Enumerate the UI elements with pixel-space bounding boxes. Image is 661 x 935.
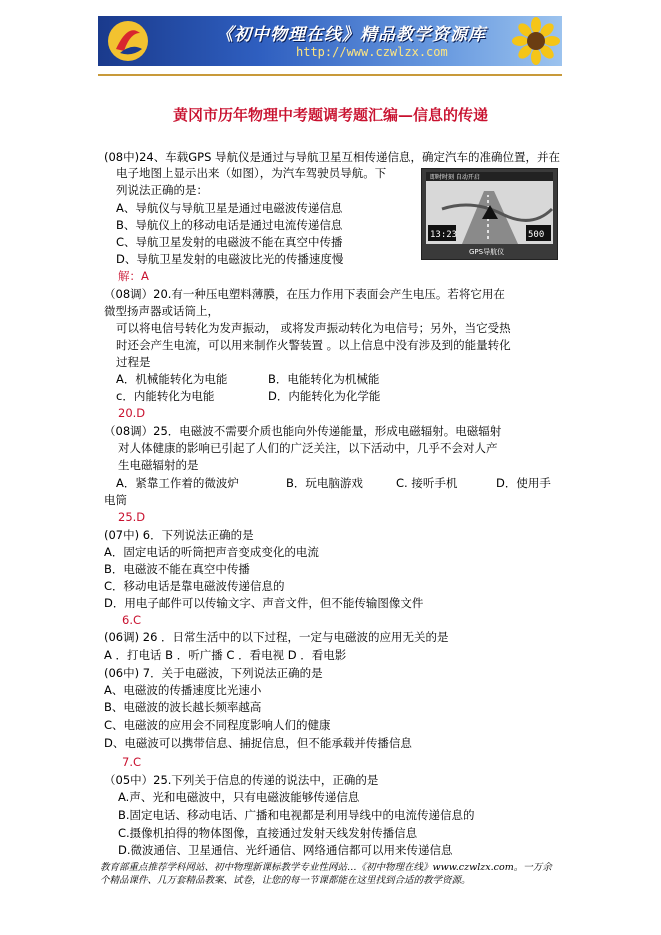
page-footer xyxy=(100,861,570,887)
q7-stem: （05中）25.下列关于信息的传递的说法中，正确的是 xyxy=(104,773,379,787)
q4-stem: (07中) 6．下列说法正确的是 xyxy=(104,528,254,542)
q3-option-d-wrap: 电筒 xyxy=(104,493,127,507)
footer-line-1: 教育部重点推荐学科网站、初中物理新课标教学专业性网站…《初中物理在线》www.czwlzx.com。一万余 xyxy=(100,862,552,873)
q5-stem: (06调) 26 ．日常生活中的以下过程，一定与电磁波的应用无关的是 xyxy=(104,630,449,644)
banner-url[interactable]: http://www.czwlzx.com xyxy=(296,45,448,59)
q6-answer: 7.C xyxy=(122,755,142,769)
q1-option-b: B、导航仪上的移动电话是通过电流传递信息 xyxy=(116,218,343,232)
footer-line-2: 个精品课件、几万套精品教案、试卷，让您的每一节课都能在这里找到合适的教学资源。 xyxy=(100,875,471,886)
q1-option-a: A、导航仪与导航卫星是通过电磁波传递信息 xyxy=(116,201,343,215)
document-title: 黄冈市历年物理中考题调考题汇编—信息的传递 xyxy=(172,106,488,124)
q1-line-1: (08中)24、车载GPS 导航仪是通过与导航卫星互相传递信息，确定汽车的准确位置，并在 xyxy=(104,150,561,164)
q7-option-b: B.固定电话、移动电话、广播和电视都是利用导线中的电流传递信息的 xyxy=(118,808,475,822)
gps-caption: GPS导航仪 xyxy=(469,248,505,256)
q2-option-c: c．内能转化为电能 xyxy=(116,389,215,403)
q7-option-c: C.摄像机拍得的物体图像，直接通过发射天线发射传播信息 xyxy=(118,826,418,840)
sunflower-icon xyxy=(512,17,560,65)
q2-line-3: 可以将电信号转化为发声振动， 或将发声振动转化为电信号；另外，当它受热 xyxy=(116,321,511,335)
q6-option-d: D、电磁波可以携带信息、捕捉信息，但不能承载并传播信息 xyxy=(104,736,412,750)
gps-distance-readout: 500 xyxy=(528,230,545,240)
q6-option-a: A、电磁波的传播速度比光速小 xyxy=(104,683,262,697)
q1-line-2: 电子地图上显示出来（如图），为汽车驾驶员导航。下 xyxy=(116,166,387,180)
q1-line-3: 列说法正确的是： xyxy=(116,183,208,197)
q2-line-2: 微型扬声器或话筒上， xyxy=(104,304,219,318)
q2-option-d: D．内能转化为化学能 xyxy=(268,389,381,403)
q6-option-b: B、电磁波的波长越长频率越高 xyxy=(104,700,262,714)
q3-line-3: 生电磁辐射的是 xyxy=(118,458,199,472)
q4-option-c: C．移动电话是靠电磁波传递信息的 xyxy=(104,579,285,593)
gps-top-label: 即时时刻 自动开启 xyxy=(430,174,480,181)
q4-answer: 6.C xyxy=(122,613,142,627)
q2-line-4: 时还会产生电流，可以用来制作火警装置 。以上信息中没有涉及到的能量转化 xyxy=(116,338,511,352)
q4-option-a: A．固定电话的听筒把声音变成变化的电流 xyxy=(104,545,319,559)
q2-line-5: 过程是 xyxy=(116,355,151,369)
q5-options: A ．打电话 B ．听广播 C ．看电视 D ．看电影 xyxy=(104,648,347,662)
q6-option-c: C、电磁波的应用会不同程度影响人们的健康 xyxy=(104,718,331,732)
q1-answer: 解：A xyxy=(118,269,149,283)
q2-answer: 20.D xyxy=(118,406,146,420)
q6-stem: (06中) 7．关于电磁波，下列说法正确的是 xyxy=(104,666,323,680)
q3-line-2: 对人体健康的影响已引起了人们的广泛关注，以下活动中，几乎不会对人产 xyxy=(118,441,498,455)
q3-option-b: B．玩电脑游戏 xyxy=(286,476,363,490)
q1-option-d: D、导航卫星发射的电磁波比光的传播速度慢 xyxy=(116,252,344,266)
gps-navigator-figure xyxy=(421,168,558,260)
q7-option-d: D.微波通信、卫星通信、光纤通信、网络通信都可以用来传递信息 xyxy=(118,843,453,857)
q1-option-c: C、导航卫星发射的电磁波不能在真空中传播 xyxy=(116,235,343,249)
q4-option-b: B．电磁波不能在真空中传播 xyxy=(104,562,250,576)
q3-option-a: A．紧靠工作着的微波炉 xyxy=(116,476,239,490)
site-banner xyxy=(98,16,562,66)
banner-title: 《初中物理在线》精品教学资源库 xyxy=(216,25,486,45)
q3-line-1: （08调）25．电磁波不需要介质也能向外传递能量，形成电磁辐射。电磁辐射 xyxy=(104,424,502,438)
gps-time-readout: 13:23 xyxy=(430,230,458,240)
q2-option-a: A．机械能转化为电能 xyxy=(116,372,228,386)
q7-option-a: A.声、光和电磁波中，只有电磁波能够传递信息 xyxy=(118,790,360,804)
q3-option-c: C. 接听手机 xyxy=(396,476,458,490)
q2-option-b: B．电能转化为机械能 xyxy=(268,372,380,386)
q3-option-d: D．使用手 xyxy=(496,476,551,490)
banner-divider xyxy=(98,74,562,76)
q2-line-1: （08调）20.有一种压电塑料薄膜，在压力作用下表面会产生电压。若将它用在 xyxy=(104,287,505,301)
q3-answer: 25.D xyxy=(118,510,146,524)
site-logo-icon xyxy=(106,19,150,63)
q4-option-d: D．用电子邮件可以传输文字、声音文件，但不能传输图像文件 xyxy=(104,596,424,610)
gps-screen-illustration xyxy=(422,169,557,259)
